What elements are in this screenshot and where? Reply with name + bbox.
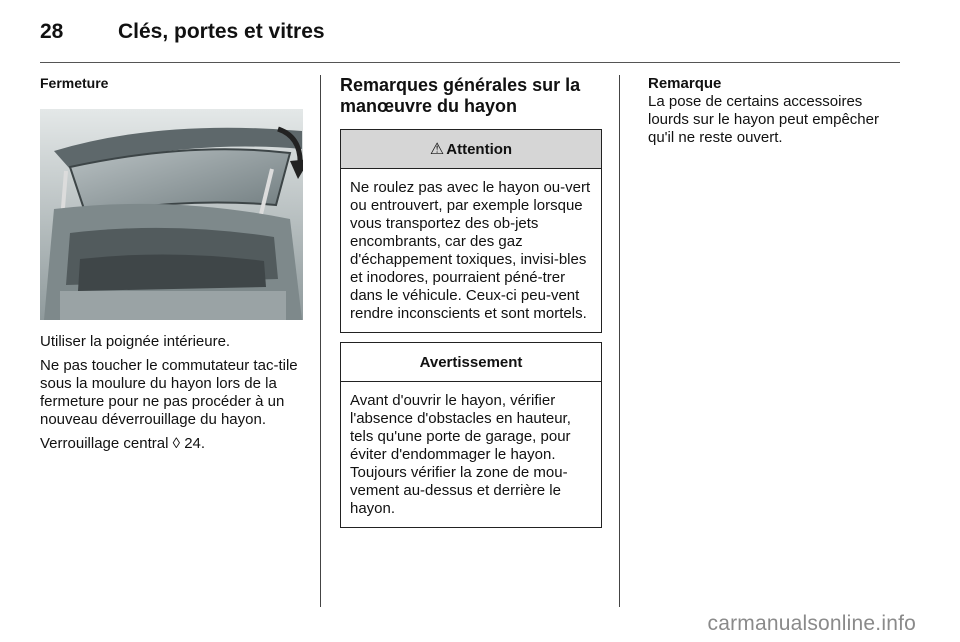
avertissement-title: Avertissement [419,353,523,371]
avertissement-box-text: Avant d'ouvrir le hayon, vérifier l'absence d'obstacles en hauteur, tels qu'une porte de garage, pour éviter d'endommager le hayon. Toujours vérifier la zone de mou-vement au-dessus et derrière le hayon. [350,392,571,517]
attention-box [340,129,602,333]
note-label: Remarque [648,75,722,92]
page-title: Clés, portes et vitres [118,20,325,43]
paragraph-central-locking [40,435,303,453]
column-note [648,75,900,147]
central-locking-text: Verrouillage central [40,435,169,452]
watermark: carmanualsonline.info [707,612,916,635]
column-closing [40,75,303,453]
paragraph-do-not-touch: Ne pas toucher le commutateur tac-tile sous la moulure du hayon lors de la fermeture pour ne pas procéder à un nouveau déverrouillage du hayon. [40,357,298,428]
section-label-fermeture: Fermeture [40,75,109,91]
page-ref-arrow-icon: ◊ [172,435,181,452]
attention-box-header [341,130,601,169]
column-divider-left [320,75,321,607]
page-number: 28 [40,20,64,43]
section-heading-general-remarks: Remarques générales sur la manœuvre du hayon [340,75,581,116]
tailgate-photo [40,109,303,320]
column-divider-right [619,75,620,607]
paragraph-use-handle: Utiliser la poignée intérieure. [40,333,231,350]
avertissement-box-header [341,343,601,382]
attention-title: Attention [446,140,513,158]
tailgate-illustration [40,109,303,320]
page-header [40,20,900,63]
central-locking-page-ref[interactable]: 24. [184,435,206,452]
note-text: La pose de certains accessoires lourds sur le hayon peut empêcher qu'il ne reste ouvert. [648,93,879,146]
avertissement-box [340,342,602,528]
column-general-remarks [340,75,602,528]
attention-box-text: Ne roulez pas avec le hayon ou-vert ou entrouvert, par exemple lorsque vous transportez des ob-jets encombrants, car des gaz d'échappement toxiques, invisi-bles et inodores, pourraient péné-trer dans le véhicule. Ceux-ci peu-vent rendre inconscients et sont mortels. [350,179,591,322]
warning-triangle-icon: ⚠ [429,141,445,158]
